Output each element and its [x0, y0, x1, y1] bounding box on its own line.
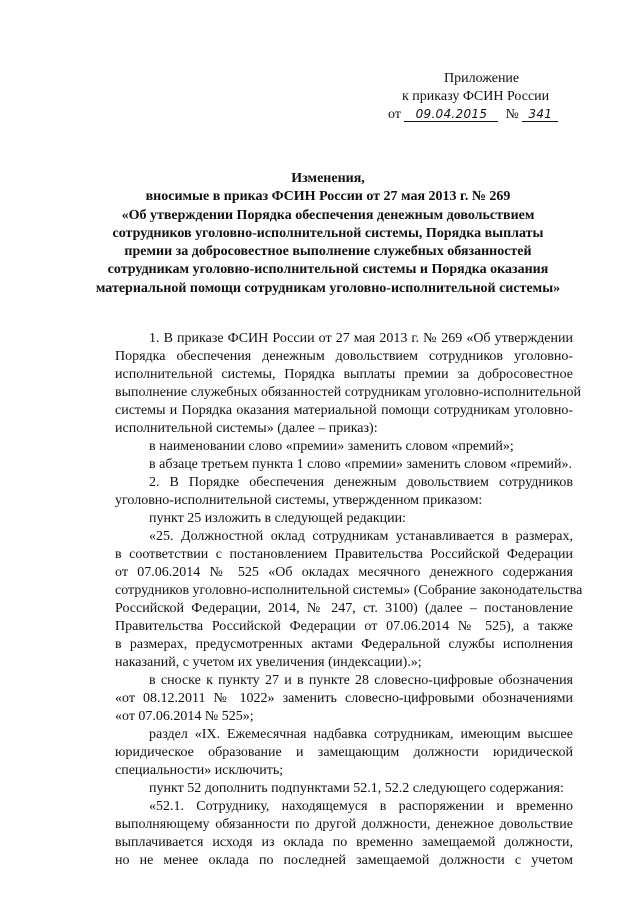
body-line: пункт 52 дополнить подпунктами 52.1, 52.2 следующего содержания: [149, 781, 564, 796]
from-label: от [388, 107, 401, 122]
body-line: в наименовании слово «премии» заменить словом «премий»; [149, 439, 514, 454]
body-line: в сноске к пункту 27 и в пункте 28 словесно-цифровые обозначения [149, 673, 573, 688]
appendix-order-ref: к приказу ФСИН России [402, 89, 550, 104]
body-line: Российской Федерации, 2014, № 247, ст. 3100) (далее – постановление [115, 601, 573, 616]
body-line: в соответствии с постановлением Правительства Российской Федерации [115, 547, 573, 562]
body-line: юридическое образование и замещающим должности юридической [115, 745, 573, 760]
body-line: наказаний, с учетом их увеличения (индексации).»; [115, 655, 422, 670]
body-line: от 07.06.2014 № 525 «Об окладах месячного денежного содержания [115, 565, 573, 580]
title-line: сотрудников уголовно-исполнительной системы, Порядка выплаты [112, 225, 544, 241]
body-line: «52.1. Сотруднику, находящемуся в распоряжении и временно [149, 799, 573, 814]
body-line: в абзаце третьем пункта 1 слово «премии» заменить словом «премий». [149, 457, 573, 472]
body-line: «от 07.06.2014 № 525»; [115, 709, 254, 724]
title-line: сотрудникам уголовно-исполнительной системы и Порядка оказания [107, 262, 549, 278]
body-line: пункт 25 изложить в следующей редакции: [149, 511, 406, 526]
body-line: сотрудников уголовно-исполнительной системы» (Собрание законодательства [115, 583, 583, 598]
body-line: раздел «IX. Ежемесячная надбавка сотрудникам, имеющим высшее [149, 727, 573, 742]
body-line: «25. Должностной оклад сотрудникам устанавливается в размерах, [149, 529, 573, 544]
body-line: 1. В приказе ФСИН России от 27 мая 2013 г. № 269 «Об утверждении [149, 331, 573, 346]
title-line: вносимые в приказ ФСИН России от 27 мая 2013 г. № 269 [145, 189, 511, 205]
appendix-label: Приложение [444, 71, 520, 86]
body-line: специальности» исключить; [115, 763, 284, 778]
appendix-date-number-line [388, 106, 578, 124]
body-line: в размерах, предусмотренных актами Федеральной службы исполнения [115, 637, 573, 652]
body-line: Порядка обеспечения денежным довольствием сотрудников уголовно- [115, 349, 573, 364]
body-line: выплачивается исходя из оклада по временно замещаемой должности, [115, 835, 573, 850]
body-line: уголовно-исполнительной системы, утвержденном приказом: [115, 493, 483, 508]
body-line: но не менее оклада по последней замещаемой должности с учетом [115, 853, 573, 868]
handwritten-date: 09.04.2015 [404, 107, 498, 122]
document-title [60, 170, 596, 298]
title-line: премии за добросовестное выполнение служебных обязанностей [124, 244, 532, 260]
body-line: исполнительной системы» (далее – приказ): [115, 421, 378, 436]
body-line: системы и Порядка оказания материальной помощи сотрудникам уголовно- [115, 403, 573, 418]
title-line: Изменения, [291, 171, 365, 186]
appendix-block [388, 70, 578, 124]
title-line: материальной помощи сотрудникам уголовно-исполнительной системы» [95, 280, 561, 296]
title-line: «Об утверждении Порядка обеспечения денежным довольствием [121, 207, 535, 223]
body-line: «от 08.12.2011 № 1022» заменить словесно-цифровыми обозначениями [115, 691, 573, 706]
body-line: выполняющему обязанности по другой должности, денежное довольствие [115, 817, 573, 832]
body-line: Правительства Российской Федерации от 07.06.2014 № 525), а также [115, 619, 573, 634]
handwritten-number: 341 [522, 107, 558, 122]
body-line: исполнительной системы, Порядка выплаты премии за добросовестное [115, 367, 573, 382]
body-line: 2. В Порядке обеспечения денежным довольствием сотрудников [149, 475, 573, 490]
body-line: выполнение служебных обязанностей сотрудникам уголовно-исполнительной [115, 385, 581, 400]
number-label: № [505, 107, 519, 122]
